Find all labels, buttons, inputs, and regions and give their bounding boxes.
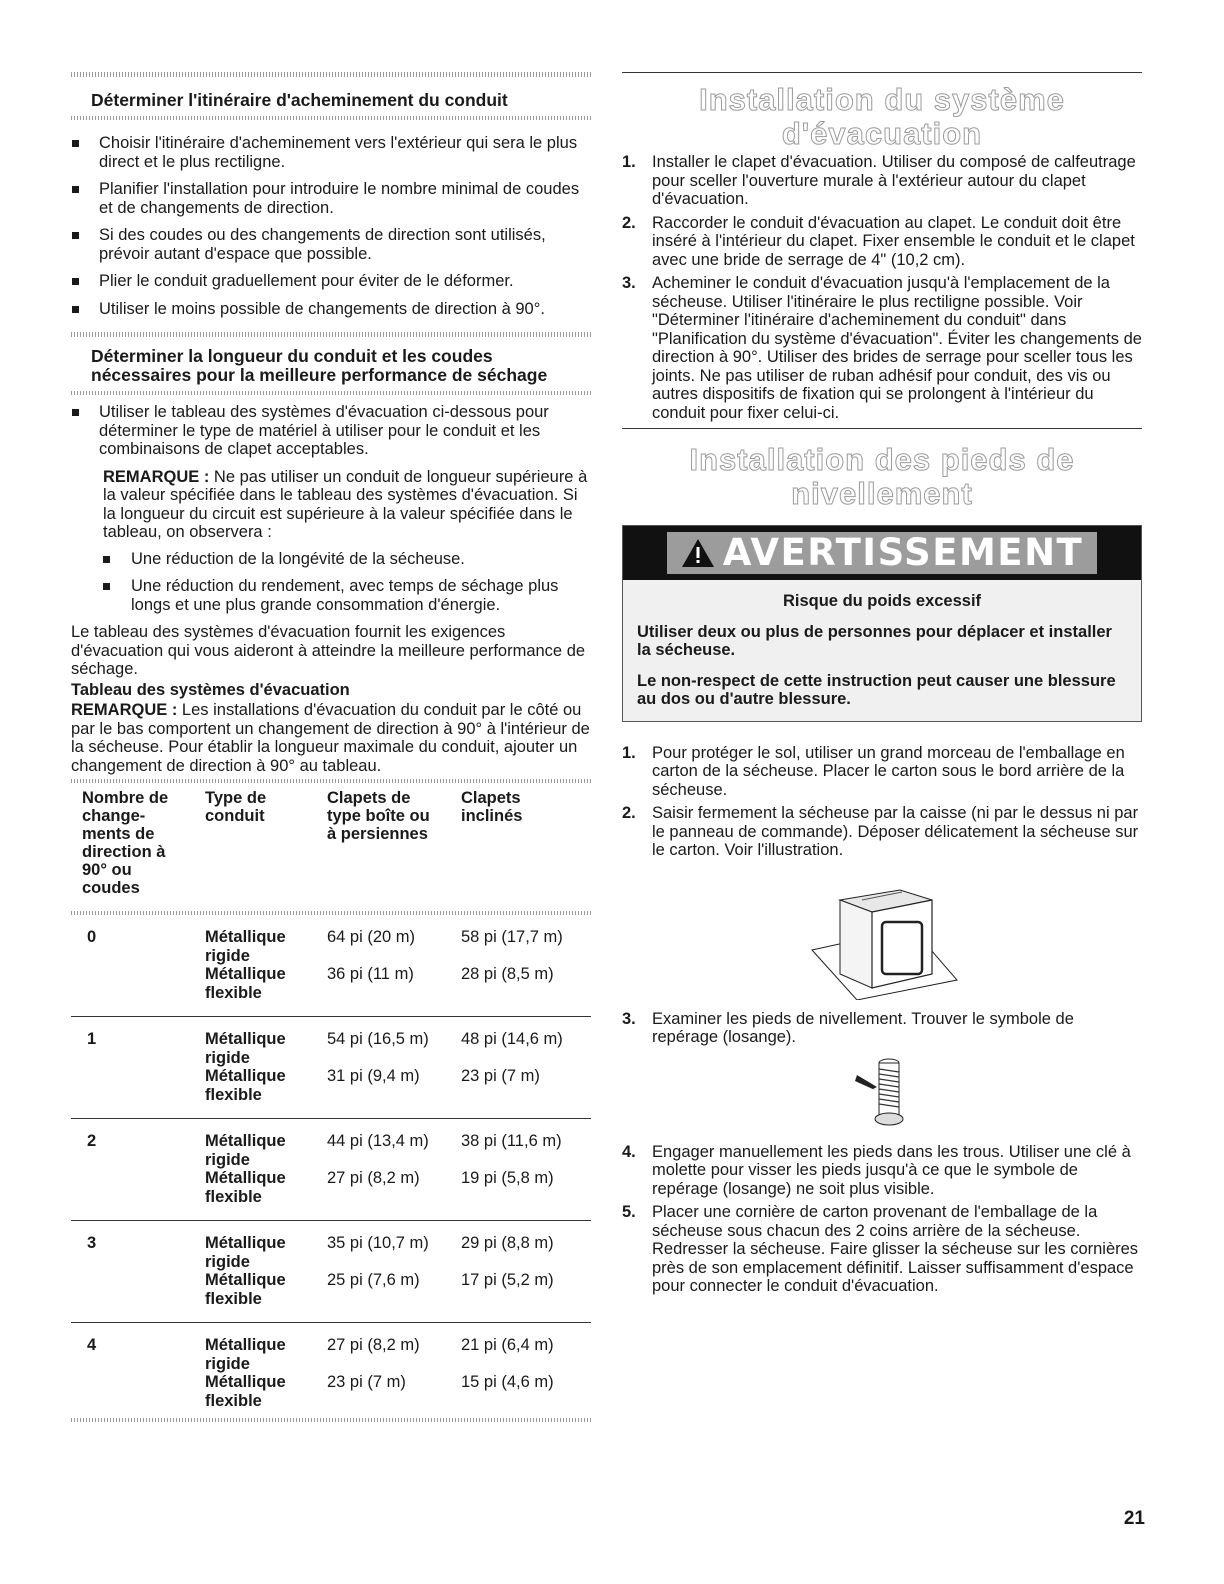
length-bullets — [71, 403, 591, 459]
box-hood-length: 54 pi (16,5 m) — [327, 1030, 429, 1048]
step-text: Pour protéger le sol, utiliser un grand morceau de l'emballage en carton de la sécheuse. Placer le carton sous le bord arrière de la sécheuse. — [652, 743, 1125, 799]
bend-count: 3 — [87, 1234, 97, 1252]
remarque-label: REMARQUE : — [103, 467, 210, 486]
step-text: Placer une cornière de carton provenant de l'emballage de la sécheuse sous chacun des 2 coins arrière de la sécheuse. Redresser la sécheuse. Faire glisser la sécheuse sur les cornières près de son emplacement définitif. Laisser suffisamment d'espace pour connecter le conduit d'évacuation. — [652, 1203, 1139, 1295]
list-item — [622, 743, 1142, 800]
remarque-label: REMARQUE : — [71, 701, 178, 719]
duct-type-line: flexible — [205, 1085, 262, 1104]
box-hood-length: 44 pi (13,4 m) — [327, 1132, 429, 1150]
table-row — [71, 1119, 591, 1221]
duct-type — [205, 965, 327, 1002]
dryer-on-carton-illustration — [802, 870, 962, 1000]
header-line: ments de — [82, 825, 155, 843]
leveling-heading: Installation des pieds de nivellement — [689, 442, 1075, 511]
leveling-steps-b — [622, 1010, 1142, 1047]
header-line: conduit — [205, 807, 265, 825]
duct-type — [205, 1336, 327, 1373]
list-item: Choisir l'itinéraire d'acheminement vers l'extérieur qui sera le plus direct et le plus rectiligne. — [99, 134, 591, 171]
table-row — [71, 1323, 591, 1418]
list-item: Utiliser le moins possible de changements de direction à 90°. — [99, 300, 591, 319]
duct-type — [205, 1373, 327, 1410]
header-line: à persiennes — [327, 825, 428, 843]
table-rule — [71, 779, 591, 783]
duct-type-line: Métallique — [205, 1132, 286, 1150]
header-box-hoods — [327, 789, 461, 897]
header-bends — [71, 789, 205, 897]
table-intro: Le tableau des systèmes d'évacuation fournit les exigences d'évacuation qui vous aideront à atteindre la meilleure performance de séchage. — [71, 623, 586, 678]
duct-type-row — [205, 1169, 591, 1206]
header-line: change- — [82, 807, 146, 825]
box-hood-length: 25 pi (7,6 m) — [327, 1271, 420, 1289]
angled-hood-length: 58 pi (17,7 m) — [461, 928, 563, 946]
duct-type-row — [205, 1067, 591, 1104]
duct-type-row — [205, 965, 591, 1002]
duct-options — [205, 1336, 591, 1410]
left-column — [71, 72, 591, 1422]
duct-options — [205, 1234, 591, 1308]
section-rule — [71, 391, 591, 395]
right-column — [622, 72, 1142, 1301]
duct-type — [205, 1030, 327, 1067]
duct-options — [205, 1132, 591, 1206]
header-angled-hoods — [461, 789, 591, 897]
table-title: Tableau des systèmes d'évacuation — [71, 680, 350, 699]
angled-hood-length: 28 pi (8,5 m) — [461, 965, 554, 983]
bend-count: 1 — [87, 1030, 97, 1048]
duct-type-line: rigide — [205, 946, 250, 965]
header-line: coudes — [82, 879, 140, 897]
duct-type-row — [205, 1030, 591, 1067]
list-item: Une réduction de la longévité de la sécheuse. — [131, 550, 591, 569]
table-row — [71, 915, 591, 1017]
duct-type — [205, 1271, 327, 1308]
remarque-note-2 — [71, 701, 591, 775]
angled-hood-length: 38 pi (11,6 m) — [461, 1132, 562, 1150]
box-hood-length: 23 pi (7 m) — [327, 1373, 406, 1391]
duct-type-line: Métallique — [205, 928, 286, 946]
box-hood-length: 64 pi (20 m) — [327, 928, 416, 946]
header-duct-type — [205, 789, 327, 897]
step-text: Raccorder le conduit d'évacuation au clapet. Le conduit doit être inséré à l'intérieur du clapet. Fixer ensemble le conduit et le clapet avec une bride de serrage de 4" (10,2 cm). — [652, 213, 1135, 269]
duct-type — [205, 1067, 327, 1104]
list-item: Une réduction du rendement, avec temps de séchage plus longs et une plus grande consommation d'énergie. — [131, 577, 591, 614]
list-item — [622, 153, 1142, 209]
table-header — [71, 789, 591, 911]
list-item — [622, 274, 1142, 422]
list-item — [622, 1142, 1142, 1199]
warning-title: AVERTISSEMENT — [722, 530, 1084, 574]
warning-banner-inner — [667, 532, 1098, 574]
table-row — [71, 1017, 591, 1119]
duct-type-row — [205, 1271, 591, 1308]
remarque-text: Les installations d'évacuation du conduit par le côté ou par le bas comportent un changement de direction à 90° à l'intérieur de la sécheuse. Pour établir la longueur maximale du conduit, ajouter un changement de direction à 90° au tableau. — [71, 701, 590, 775]
warning-banner — [623, 526, 1141, 580]
angled-hood-length: 29 pi (8,8 m) — [461, 1234, 554, 1252]
bend-count: 2 — [87, 1132, 97, 1150]
angled-hood-length: 48 pi (14,6 m) — [461, 1030, 563, 1048]
angled-hood-length: 15 pi (4,6 m) — [461, 1373, 554, 1391]
duct-type — [205, 1234, 327, 1271]
header-line: Type de — [205, 789, 267, 807]
duct-type-row — [205, 1132, 591, 1169]
bend-count: 4 — [87, 1336, 97, 1354]
header-line: direction à — [82, 843, 166, 861]
step-number: 5. — [622, 1203, 636, 1221]
angled-hood-length: 17 pi (5,2 m) — [461, 1271, 554, 1289]
section-rule — [622, 428, 1142, 429]
duct-type-line: rigide — [205, 1354, 250, 1373]
remarque-text: Ne pas utiliser un conduit de longueur supérieure à la valeur spécifiée dans le tableau des systèmes d'évacuation. Si la longueur du circuit est supérieure à la valeur spécifiée dans le tableau, on observera : — [103, 467, 588, 541]
remarque-note — [71, 468, 591, 542]
box-hood-length: 31 pi (9,4 m) — [327, 1067, 420, 1085]
warning-box — [622, 525, 1142, 722]
list-item — [622, 804, 1142, 860]
box-hood-length: 35 pi (10,7 m) — [327, 1234, 429, 1252]
exhaust-steps — [622, 153, 1142, 422]
duct-type-line: Métallique — [205, 1336, 286, 1354]
duct-options — [205, 928, 591, 1002]
duct-type — [205, 1132, 327, 1169]
warning-body — [623, 580, 1141, 721]
duct-type-row — [205, 1373, 591, 1410]
header-line: Clapets — [461, 789, 521, 807]
step-number: 3. — [622, 1009, 636, 1028]
step-number: 3. — [622, 274, 636, 292]
duct-type-line: Métallique — [205, 1169, 286, 1187]
box-hood-length: 27 pi (8,2 m) — [327, 1336, 420, 1354]
step-text: Engager manuellement les pieds dans les trous. Utiliser une clé à molette pour visser les pieds jusqu'à ce que le symbole de repérage (losange) ne soit plus visible. — [652, 1142, 1131, 1198]
header-line: Clapets de — [327, 789, 411, 807]
leveling-steps-a — [622, 744, 1142, 860]
warning-risk: Risque du poids excessif — [782, 592, 982, 610]
warning-instruction: Utiliser deux ou plus de personnes pour déplacer et installer la sécheuse. — [637, 622, 1112, 659]
step-number: 2. — [622, 213, 636, 232]
duct-type — [205, 1169, 327, 1206]
step-number: 2. — [622, 804, 636, 822]
header-line: Nombre de — [82, 789, 169, 807]
warning-triangle-icon — [681, 538, 715, 568]
page-number: 21 — [1123, 1508, 1145, 1529]
duct-type-line: Métallique — [205, 965, 286, 983]
step-text: Installer le clapet d'évacuation. Utiliser du composé de calfeutrage pour sceller l'ouverture murale à l'extérieur autour du clapet d'évacuation. — [652, 153, 1136, 208]
step-text: Saisir fermement la sécheuse par la caisse (ni par le dessus ni par le panneau de commande). Déposer délicatement la sécheuse sur le carton. Voir l'illustration. — [652, 804, 1139, 859]
table-row — [71, 1221, 591, 1323]
table-rule — [71, 1418, 591, 1422]
header-line: 90° ou — [82, 861, 132, 879]
route-bullets — [71, 134, 591, 318]
duct-type — [205, 928, 327, 965]
section-rule — [622, 72, 1142, 73]
header-line: inclinés — [461, 807, 523, 825]
duct-type-line: rigide — [205, 1150, 250, 1169]
duct-type-row — [205, 928, 591, 965]
angled-hood-length: 21 pi (6,4 m) — [461, 1336, 554, 1354]
duct-type-line: Métallique — [205, 1234, 286, 1252]
table-body — [71, 915, 591, 1418]
duct-type-line: Métallique — [205, 1067, 286, 1085]
leveling-foot-illustration — [847, 1053, 917, 1133]
length-heading: Déterminer la longueur du conduit et les coudes nécessaires pour la meilleure performance de séchage — [91, 346, 548, 385]
header-line: type boîte ou — [327, 807, 430, 825]
leveling-steps-c — [622, 1143, 1142, 1296]
duct-options — [205, 1030, 591, 1104]
duct-type-line: Métallique — [205, 1271, 286, 1289]
duct-type-line: flexible — [205, 983, 262, 1002]
list-item: Plier le conduit graduellement pour éviter de le déformer. — [99, 272, 591, 291]
list-item — [622, 213, 1142, 270]
box-hood-length: 36 pi (11 m) — [327, 965, 414, 983]
list-item — [622, 1203, 1142, 1296]
duct-type-line: rigide — [205, 1252, 250, 1271]
duct-type-row — [205, 1234, 591, 1271]
step-number: 1. — [622, 153, 636, 171]
section-rule — [71, 116, 591, 120]
step-number: 1. — [622, 743, 636, 762]
list-item: Utiliser le tableau des systèmes d'évacuation ci-dessous pour déterminer le type de matériel à utiliser pour le conduit et les combinaisons de clapet acceptables. — [99, 403, 591, 459]
duct-type-line: Métallique — [205, 1030, 286, 1048]
exhaust-install-heading: Installation du système d'évacuation — [699, 82, 1065, 151]
box-hood-length: 27 pi (8,2 m) — [327, 1169, 420, 1187]
duct-type-line: Métallique — [205, 1373, 286, 1391]
step-text: Examiner les pieds de nivellement. Trouver le symbole de repérage (losange). — [652, 1009, 1074, 1046]
consequence-bullets — [71, 550, 591, 615]
duct-type-row — [205, 1336, 591, 1373]
step-text: Acheminer le conduit d'évacuation jusqu'à l'emplacement de la sécheuse. Utiliser l'itinéraire le plus rectiligne possible. Voir "Déterminer l'itinéraire d'acheminement du conduit" dans "Planification du système d'évacuation". Éviter les changements de direction à 90°. Utiliser des brides de serrage pour sceller tous les joints. Ne pas utiliser de ruban adhésif pour conduit, des vis ou autres dispositifs de fixation qui se prolongent à l'intérieur du conduit pour fixer celui-ci. — [652, 274, 1142, 422]
duct-type-line: flexible — [205, 1391, 262, 1410]
bend-count: 0 — [87, 928, 97, 946]
route-heading: Déterminer l'itinéraire d'acheminement du conduit — [91, 90, 508, 110]
list-item: Planifier l'installation pour introduire le nombre minimal de coudes et de changements de direction. — [99, 180, 591, 217]
angled-hood-length: 19 pi (5,8 m) — [461, 1169, 554, 1187]
warning-consequence: Le non-respect de cette instruction peut causer une blessure au dos ou d'autre blessure. — [637, 671, 1116, 708]
angled-hood-length: 23 pi (7 m) — [461, 1067, 540, 1085]
duct-type-line: rigide — [205, 1048, 250, 1067]
duct-type-line: flexible — [205, 1187, 262, 1206]
list-item — [622, 1009, 1142, 1047]
step-number: 4. — [622, 1142, 636, 1161]
list-item: Si des coudes ou des changements de direction sont utilisés, prévoir autant d'espace que possible. — [99, 226, 591, 263]
duct-type-line: flexible — [205, 1289, 262, 1308]
